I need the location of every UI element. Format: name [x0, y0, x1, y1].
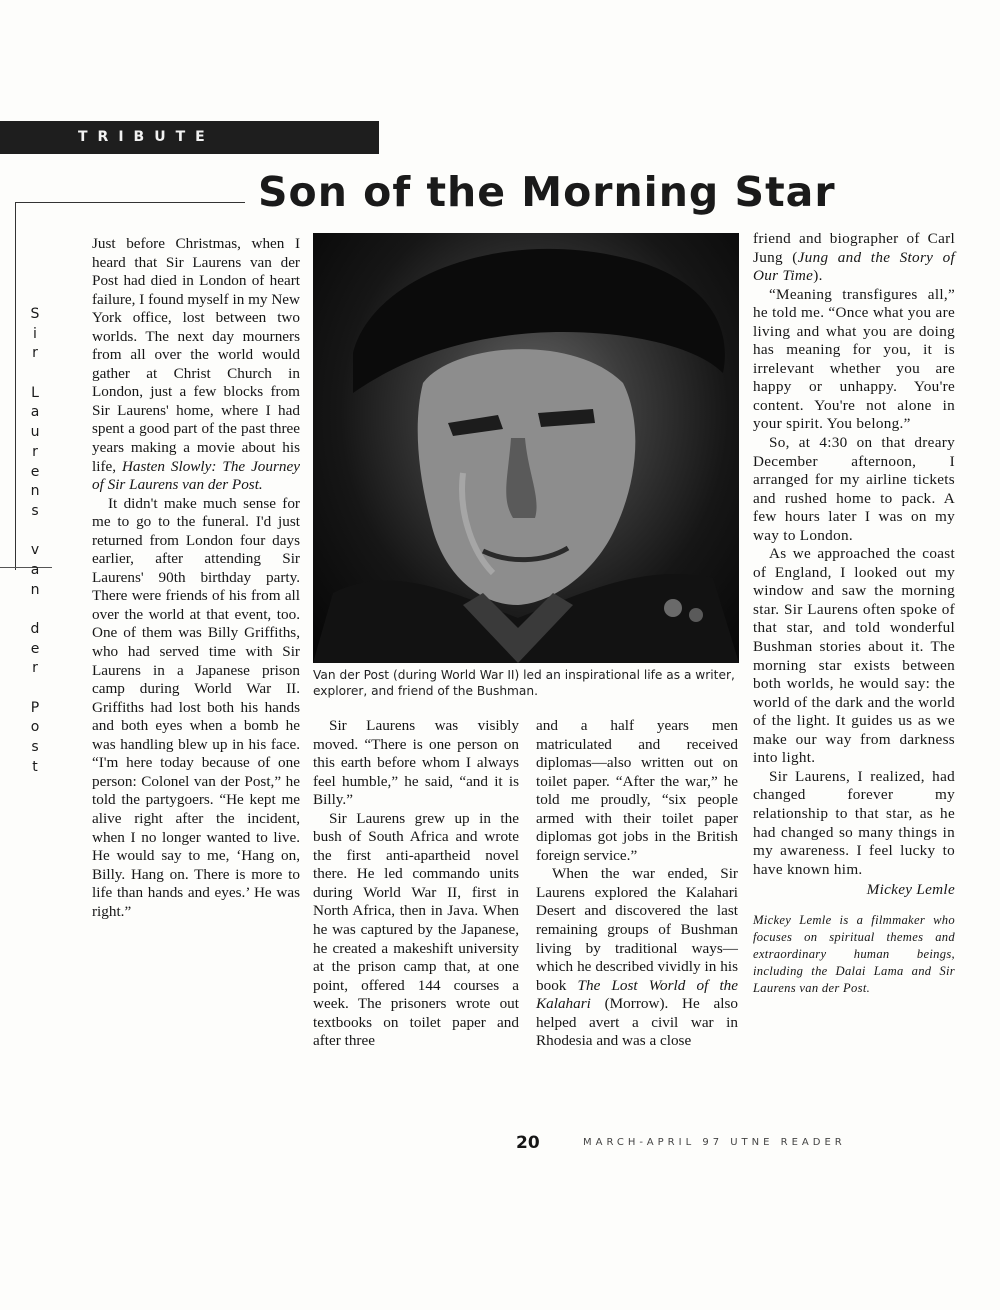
sidebar-name-letter: u — [30, 424, 40, 441]
page-number: 20 — [516, 1133, 540, 1153]
paragraph — [753, 230, 955, 286]
sidebar-name-letter: e — [30, 640, 40, 657]
paragraph: “Meaning transfigures all,” he told me. “Once what you are living and what you are doing has meaning for you, it is irrelevant whether you are happy or unhappy. You're content. You're not alone in your spirit. You belong.” — [753, 285, 955, 433]
paragraph: and a half years men matriculated and received diplomas—also written out on toilet paper. “After the war,” he told me proudly, “six people armed with their toilet paper diplomas got jobs in the British foreign service.” — [536, 717, 738, 864]
article-column-2 — [313, 717, 519, 1051]
paragraph: Sir Laurens, I realized, had changed forever my relationship to that star, as he had changed so many things in my awareness. I feel lucky to have known him. — [753, 767, 955, 878]
paragraph-text: friend and biographer of Carl Jung ( — [753, 230, 955, 266]
portrait-photo — [313, 233, 739, 663]
sidebar-name-letter: S — [30, 306, 40, 322]
sidebar-name-letter: o — [30, 719, 40, 736]
paragraph: Sir Laurens grew up in the bush of South Africa and wrote the first anti-apartheid novel there. He led commando units during World War II, first in North Africa, then in Java. When he was captured by the Japanese, he created a makeshift university at the prison camp that, at one point, offered 144 courses a week. The prisoners wrote out textbooks on toilet paper and after three — [313, 809, 519, 1050]
sidebar-name-letter: n — [30, 581, 40, 598]
paragraph: Sir Laurens was visibly moved. “There is one person on this earth before whom I always feel humble,” he said, “and it is Billy.” — [313, 717, 519, 809]
sidebar-name-letter: i — [33, 325, 37, 342]
paragraph — [92, 235, 300, 495]
article-column-4 — [753, 230, 955, 997]
sidebar-name-letter: r — [32, 660, 38, 677]
sidebar-name-letter: d — [30, 621, 40, 637]
sidebar-name-letter: a — [30, 404, 40, 421]
film-title: Hasten Slowly: The Journey of Sir Laurens van der Post. — [92, 457, 300, 494]
paragraph-text: (Morrow). He also helped avert a civil war in Rhodesia and was a close — [536, 995, 738, 1050]
author-byline: Mickey Lemle — [866, 881, 955, 899]
paragraph: As we approached the coast of England, I looked out my window and saw the morning star. Sir Laurens often spoke of that star, and told wonderful Bushman stories about it. The morning star exists between both worlds, he would say: the world of the dark and the world of the light. It guides us as we make our way from darkness into light. — [753, 545, 955, 767]
word-gap — [22, 522, 48, 542]
sidebar-rule — [15, 202, 16, 570]
paragraph-text: ). — [813, 267, 823, 285]
sidebar-name-letter: s — [31, 739, 39, 756]
sidebar-name-letter: L — [31, 384, 39, 401]
book-title: The Lost World of the Kalahari — [536, 976, 738, 1013]
vertical-subject-name — [22, 305, 48, 778]
section-label: TRIBUTE — [78, 129, 215, 145]
sidebar-name-letter: v — [30, 542, 40, 559]
article-title: Son of the Morning Star — [258, 168, 836, 216]
word-gap — [22, 364, 48, 384]
paragraph: It didn't make much sense for me to go to the funeral. I'd just returned from London four days earlier, after attending Sir Laurens' 90th birthday party. There were friends of his from all over the world at that event, too. One of them was Billy Griffiths, who had served time with Sir Laurens in a Japanese prison camp during World War II. Griffiths had lost both his hands and both eyes when a bomb he was handling blew up in his face. “I'm here today because of one person: Colonel van der Post,” he told the partygoers. “He kept me alive right after the incident, when I no longer wanted to live. He would say to me, ‘Hang on, Billy. Hang on. There is more to life than hands and eyes.’ He was right.” — [92, 494, 300, 920]
sidebar-name-letter: s — [31, 502, 39, 519]
sidebar-name-letter: t — [32, 758, 38, 775]
sidebar-name-letter: a — [30, 561, 40, 578]
paragraph: So, at 4:30 on that dreary December afternoon, I arranged for my airline tickets and rushed home to pack. A few hours later I was on my way to London. — [753, 434, 955, 544]
sidebar-name-letter: e — [30, 463, 40, 480]
article-column-3 — [536, 717, 738, 1051]
sidebar-name-letter: r — [32, 345, 38, 362]
portrait-illustration — [313, 233, 739, 663]
word-gap — [22, 600, 48, 620]
section-banner — [0, 121, 379, 154]
issue-footer: MARCH-APRIL 97 UTNE READER — [583, 1137, 846, 1148]
paragraph-text: Just before Christmas, when I heard that Sir Laurens van der Post had died in London of heart failure, I found myself in my New York office, lost between two worlds. The next day mourners from all over the world would gather at Christ Church in London, just a few blocks from Sir Laurens' home, where I had spent a good part of the past three years making a movie about his life, — [92, 235, 300, 475]
book-title: Jung and the Story of Our Time — [753, 248, 955, 285]
article-column-1 — [92, 235, 300, 921]
sidebar-name-letter: P — [30, 699, 40, 716]
sidebar-name-letter: r — [32, 443, 38, 460]
header-rule — [15, 202, 245, 203]
photo-caption: Van der Post (during World War II) led an inspirational life as a writer, explorer, and friend of the Bushman. — [313, 668, 735, 698]
sidebar-name-letter: n — [30, 483, 40, 500]
word-gap — [22, 679, 48, 699]
author-bio: Mickey Lemle is a filmmaker who focuses on spiritual themes and extraordinary human beings, including the Dalai Lama and Sir Laurens van der Post. — [753, 912, 955, 995]
paragraph — [536, 865, 738, 1050]
paragraph-text: When the war ended, Sir Laurens explored the Kalahari Desert and discovered the last remaining groups of Bushman living by traditional ways—which he described vividly in his book — [536, 865, 738, 994]
